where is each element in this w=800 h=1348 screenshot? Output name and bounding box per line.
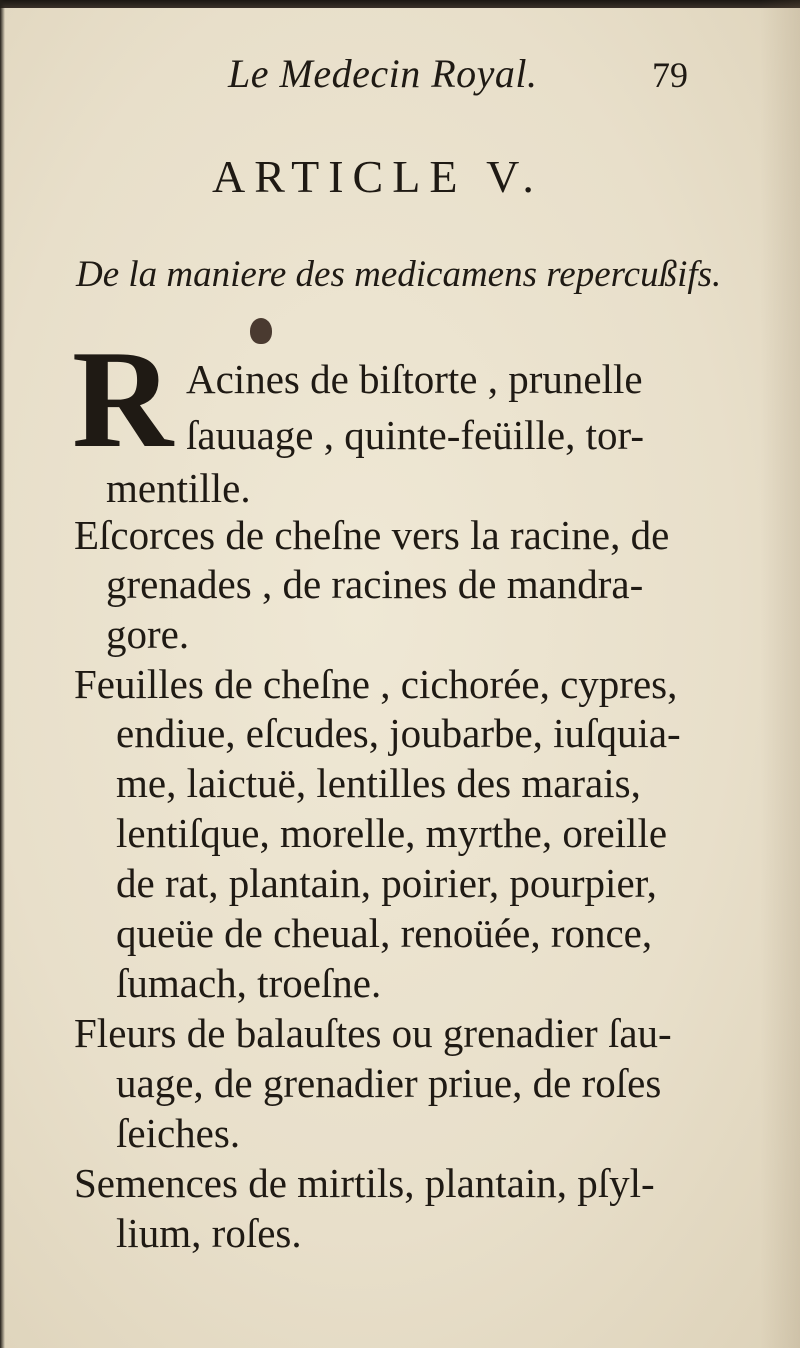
text-line: lentiſque, morelle, myrthe, oreille (116, 810, 668, 856)
text-line: lium, roſes. (116, 1210, 302, 1256)
text-line: gore. (106, 611, 190, 657)
text-line: Feuilles de cheſne , cichorée, cypres, (74, 661, 678, 707)
text-line: Fleurs de balauſtes ou grenadier ſau- (74, 1010, 672, 1056)
text-line: Acines de biſtorte , prunelle (186, 356, 643, 402)
text-line: de rat, plantain, poirier, pourpier, (116, 860, 657, 906)
text-line: ſumach, troeſne. (116, 960, 382, 1006)
ink-blot (250, 318, 272, 344)
article-title: ARTICLE V. (212, 151, 543, 202)
text-line: Eſcorces de cheſne vers la racine, de (74, 512, 670, 558)
page-edge-top (0, 0, 800, 8)
text-line: grenades , de racines de mandra- (106, 561, 644, 607)
text-line: ſauuage , quinte-feüille, tor- (186, 412, 644, 458)
page-stain (760, 0, 800, 1348)
text-line: ſeiches. (116, 1110, 241, 1156)
text-line: uage, de grenadier priue, de roſes (116, 1060, 662, 1106)
text-line: Semences de mirtils, plantain, pſyl- (74, 1160, 655, 1206)
drop-cap: R (72, 322, 174, 477)
text-line: queüe de cheual, renoüée, ronce, (116, 910, 653, 956)
page-edge-left (0, 0, 5, 1348)
text-line: endiue, eſcudes, joubarbe, iuſquia- (116, 710, 681, 756)
article-subtitle: De la maniere des medicamens repercußifs. (76, 254, 722, 295)
text-line: mentille. (106, 465, 251, 511)
text-line: me, laictuë, lentilles des marais, (116, 760, 641, 806)
running-head: Le Medecin Royal. (228, 51, 538, 96)
page-number: 79 (652, 55, 688, 95)
